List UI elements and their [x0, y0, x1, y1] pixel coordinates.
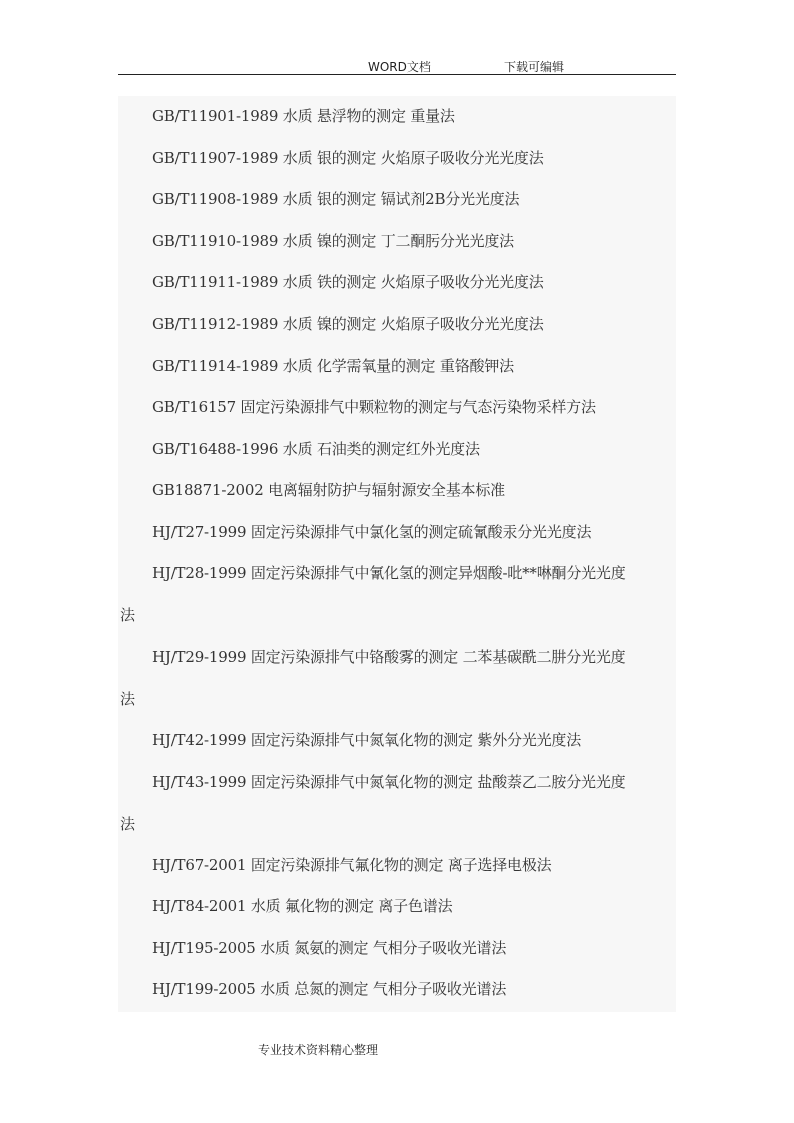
standard-entry-text: HJ/T195-2005 水质 氮氨的测定 气相分子吸收光谱法 — [152, 939, 507, 957]
header-doc-label: WORD文档 — [368, 60, 431, 74]
page-header — [118, 56, 676, 75]
standards-list — [118, 96, 676, 1012]
standard-entry-text: GB/T11907-1989 水质 银的测定 火焰原子吸收分光光度法 — [152, 149, 544, 167]
standard-entry-text: GB18871-2002 电离辐射防护与辐射源安全基本标准 — [152, 481, 505, 499]
header-editable-label: 下载可编辑 — [504, 60, 565, 74]
standard-entry-text: HJ/T28-1999 固定污染源排气中氰化氢的测定异烟酸-吡**啉酮分光光度 — [152, 564, 626, 582]
standard-entry-text: HJ/T43-1999 固定污染源排气中氮氧化物的测定 盐酸萘乙二胺分光光度 — [152, 773, 626, 791]
standard-entry-continuation: 法 — [120, 690, 136, 708]
standard-entry-text: HJ/T84-2001 水质 氟化物的测定 离子色谱法 — [152, 897, 453, 915]
standard-entry-text: GB/T11914-1989 水质 化学需氧量的测定 重铬酸钾法 — [152, 357, 514, 375]
standard-entry-text: HJ/T67-2001 固定污染源排气氟化物的测定 离子选择电极法 — [152, 856, 552, 874]
standard-entry-text: HJ/T29-1999 固定污染源排气中铬酸雾的测定 二苯基碳酰二肼分光光度 — [152, 648, 626, 666]
standard-entry-text: GB/T16157 固定污染源排气中颗粒物的测定与气态污染物采样方法 — [152, 398, 596, 416]
standard-entry-text: HJ/T199-2005 水质 总氮的测定 气相分子吸收光谱法 — [152, 980, 507, 998]
standard-entry-text: GB/T11910-1989 水质 镍的测定 丁二酮肟分光光度法 — [152, 232, 514, 250]
standard-entry-text: GB/T11908-1989 水质 银的测定 镉试剂2B分光光度法 — [152, 190, 520, 208]
standard-entry-text: GB/T11912-1989 水质 镍的测定 火焰原子吸收分光光度法 — [152, 315, 544, 333]
standard-entry-text: HJ/T27-1999 固定污染源排气中氯化氢的测定硫氰酸汞分光光度法 — [152, 523, 592, 541]
standard-entry-text: GB/T16488-1996 水质 石油类的测定红外光度法 — [152, 440, 480, 458]
standard-entry-continuation: 法 — [120, 815, 136, 833]
standard-entry-text: GB/T11911-1989 水质 铁的测定 火焰原子吸收分光光度法 — [152, 273, 544, 291]
standard-entry-continuation: 法 — [120, 606, 136, 624]
standard-entry-text: HJ/T42-1999 固定污染源排气中氮氧化物的测定 紫外分光光度法 — [152, 731, 582, 749]
standard-entry-text: GB/T11901-1989 水质 悬浮物的测定 重量法 — [152, 107, 455, 125]
page-footer: 专业技术资料精心整理 — [258, 1043, 379, 1057]
